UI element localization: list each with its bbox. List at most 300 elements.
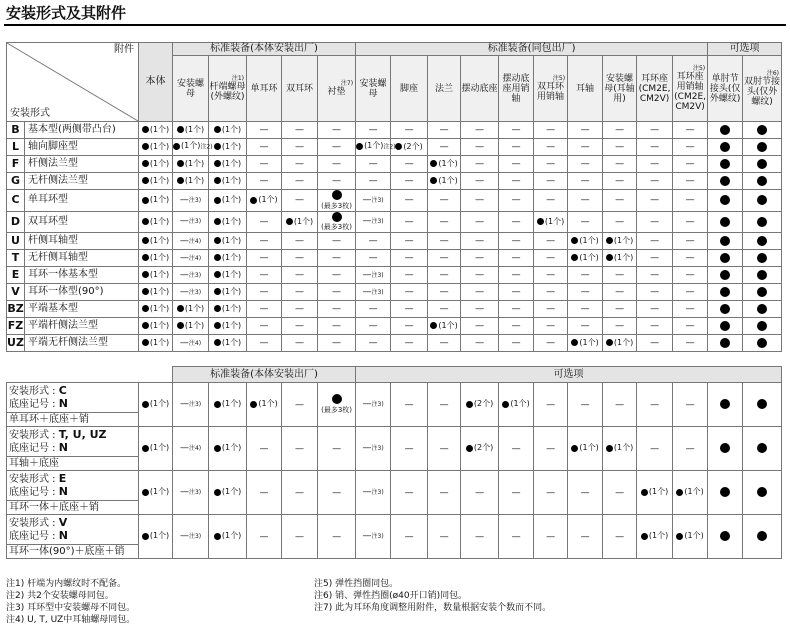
table-cell (428, 318, 461, 335)
dash: — (650, 253, 660, 263)
dash: — (332, 159, 342, 169)
dash: — (511, 321, 521, 331)
quantity: (1个) (181, 141, 201, 151)
table-cell (428, 427, 461, 471)
table-cell (318, 190, 356, 212)
filled-dot-icon (214, 218, 221, 225)
quantity: (1个) (149, 141, 170, 151)
mount-label (7, 471, 139, 501)
dash: — (650, 195, 660, 206)
filled-dot-icon (356, 143, 363, 150)
dash: — (580, 195, 590, 206)
column-header (356, 56, 391, 122)
dash: — (295, 253, 304, 263)
table-cell (603, 190, 637, 212)
table-cell (743, 233, 782, 250)
filled-dot-icon (214, 126, 221, 133)
filled-dot-icon (214, 288, 221, 295)
table-cell (173, 139, 213, 156)
table-cell (282, 383, 318, 427)
table-cell (173, 190, 209, 212)
table-cell (534, 427, 568, 471)
dash: — (685, 399, 695, 410)
table-cell (391, 427, 428, 471)
quantity: (1个) (258, 195, 278, 204)
table-cell (673, 318, 708, 335)
mount-code: BZ (7, 301, 25, 318)
table-cell (173, 250, 209, 267)
dash: — (475, 176, 485, 186)
dash: — (475, 338, 485, 348)
filled-dot-icon (142, 305, 149, 312)
base-label-text: 底座记号 : (9, 486, 59, 498)
mount-code: C (58, 383, 67, 397)
table-cell (139, 427, 173, 471)
table-cell (534, 383, 568, 427)
corner-header (7, 43, 139, 122)
dash: — (295, 142, 304, 152)
table-cell (356, 471, 391, 515)
column-label: 杆端螺母(外螺纹) (209, 82, 246, 102)
quantity: (1个) (149, 531, 170, 541)
quantity: (1个) (221, 175, 242, 185)
filled-dot-icon (720, 236, 730, 246)
table-cell (356, 383, 391, 427)
table-cell (603, 318, 637, 335)
dash: — (404, 176, 414, 186)
dash: — (368, 321, 378, 331)
table-cell (568, 156, 603, 173)
table-cell (173, 267, 209, 284)
dash: — (332, 270, 342, 280)
table-row (7, 335, 782, 352)
dash: — (685, 176, 695, 186)
table-cell (568, 250, 603, 267)
dash: — (615, 176, 625, 186)
dash: — (546, 443, 556, 454)
filled-dot-icon (142, 197, 149, 204)
note-ref: 注3) (188, 288, 202, 296)
dash: — (546, 236, 556, 246)
table-cell (637, 383, 673, 427)
dash: — (362, 194, 372, 205)
base-code: N (58, 440, 68, 454)
dash: — (685, 125, 695, 135)
table-cell (568, 122, 603, 139)
table-cell (356, 318, 391, 335)
table-cell (247, 515, 282, 559)
column-header (673, 56, 708, 122)
dash: — (685, 287, 695, 297)
table-cell (391, 318, 428, 335)
dash: — (368, 236, 378, 246)
dash: — (259, 531, 269, 542)
mount-name: 单耳环型 (25, 190, 139, 212)
quantity: (1个) (149, 487, 170, 497)
dash: — (475, 270, 485, 280)
dash: — (259, 176, 269, 186)
dash: — (475, 253, 485, 263)
dash: — (295, 125, 304, 135)
table-cell (673, 190, 708, 212)
dash: — (685, 443, 695, 454)
quantity: (1个) (221, 235, 242, 245)
table-cell (708, 335, 743, 352)
column-label: 双肘节接头(仅外螺纹) (744, 77, 781, 107)
filled-dot-icon (214, 254, 221, 261)
mount-name: 基本型(两侧带凸台) (25, 122, 139, 139)
filled-dot-icon (720, 287, 730, 297)
table-cell (282, 233, 318, 250)
table-cell (391, 515, 428, 559)
dash: — (650, 321, 660, 331)
table-cell (708, 383, 743, 427)
dash: — (404, 125, 414, 135)
table-cell (247, 427, 282, 471)
quantity: (1个) (613, 337, 634, 347)
table-cell (318, 427, 356, 471)
table-cell (743, 267, 782, 284)
dash: — (295, 338, 304, 348)
dash: — (259, 125, 269, 135)
table-cell (247, 122, 282, 139)
quantity: (1个) (184, 320, 205, 330)
dash: — (362, 399, 372, 409)
mount-code: V (58, 515, 68, 529)
dash: — (332, 338, 342, 348)
table-cell (673, 335, 708, 352)
table-cell (139, 335, 173, 352)
table-cell (708, 284, 743, 301)
column-label: 脚座 (400, 83, 419, 94)
filled-dot-icon (177, 160, 184, 167)
dash: — (404, 487, 414, 498)
dash: — (580, 125, 590, 135)
note-ref: 注3) (371, 401, 384, 408)
table-cell (673, 139, 708, 156)
quantity: (2个) (403, 141, 423, 151)
table-cell (173, 335, 209, 352)
filled-dot-icon (466, 445, 473, 452)
table-cell (318, 250, 356, 267)
quantity: (1个) (221, 320, 242, 330)
column-header (637, 56, 673, 122)
table-cell (318, 383, 356, 427)
combination-desc: 耳环一体(90°)＋底座＋销 (7, 545, 139, 559)
table-cell (139, 284, 173, 301)
dash: — (511, 487, 521, 498)
filled-dot-icon (606, 339, 613, 346)
quantity: (1个) (149, 303, 170, 313)
dash: — (650, 304, 660, 314)
quantity: (1个) (510, 399, 530, 409)
table-row (7, 233, 782, 250)
table-cell (673, 515, 708, 559)
table-cell (428, 190, 461, 212)
table-cell (603, 233, 637, 250)
table-cell (743, 122, 782, 139)
mount-label (7, 515, 139, 545)
table-cell (637, 471, 673, 515)
quantity: (1个) (438, 175, 458, 185)
table-cell (603, 301, 637, 318)
note-ref: 注3) (188, 271, 202, 279)
mount-code: F (7, 156, 25, 173)
filled-dot-icon (720, 443, 730, 453)
dash: — (404, 443, 414, 454)
dash: — (511, 531, 521, 542)
table-cell (318, 515, 356, 559)
mount-name: 杆侧法兰型 (25, 156, 139, 173)
table-cell (499, 173, 534, 190)
table-cell (173, 301, 209, 318)
filled-dot-icon (720, 217, 730, 227)
filled-dot-icon (757, 321, 767, 331)
table-cell (637, 211, 673, 233)
dash: — (439, 195, 449, 206)
dash: — (404, 531, 414, 542)
dash: — (404, 338, 414, 348)
quantity: (1个) (221, 399, 242, 409)
quantity: (1个) (184, 124, 205, 134)
table-cell (356, 427, 391, 471)
table-cell (318, 156, 356, 173)
table-cell (499, 301, 534, 318)
note-ref: 注3) (188, 218, 202, 226)
table-cell (673, 284, 708, 301)
dash: — (511, 253, 521, 263)
dash: — (404, 159, 414, 169)
dash: — (615, 125, 625, 135)
table-cell (708, 318, 743, 335)
table-cell (708, 267, 743, 284)
dash: — (511, 270, 521, 280)
column-header (708, 56, 743, 122)
table-cell (534, 267, 568, 284)
dash: — (685, 216, 695, 227)
table-cell (708, 250, 743, 267)
filled-dot-icon (142, 339, 149, 346)
filled-dot-icon (757, 195, 767, 205)
table-cell (356, 515, 391, 559)
filled-dot-icon (142, 322, 149, 329)
dash: — (295, 287, 304, 297)
dash: — (439, 270, 449, 280)
filled-dot-icon (720, 125, 730, 135)
dash: — (259, 321, 269, 331)
note-ref: 注3) (188, 533, 202, 540)
dash: — (362, 216, 372, 227)
filled-dot-icon (214, 445, 221, 452)
note-ref: 注2) (383, 143, 396, 151)
dash: — (580, 321, 590, 331)
table-cell (743, 211, 782, 233)
base-label-text: 底座记号 : (9, 398, 59, 410)
t2-std-header: 标准装备(本体安装出厂) (173, 367, 356, 383)
dash: — (332, 487, 342, 498)
filled-dot-icon (286, 218, 293, 225)
filled-dot-icon (757, 399, 767, 409)
table-cell (461, 427, 499, 471)
dash: — (295, 304, 304, 314)
dash: — (546, 125, 556, 135)
quantity: (最多3枚) (321, 405, 353, 414)
filled-dot-icon (757, 270, 767, 280)
filled-dot-icon (173, 143, 180, 150)
note-ref: 注2) (200, 143, 213, 151)
note-ref: 注5) (552, 75, 566, 82)
filled-dot-icon (502, 401, 509, 408)
table-cell (282, 122, 318, 139)
table-cell (173, 427, 209, 471)
dash: — (259, 159, 269, 169)
table-cell (139, 301, 173, 318)
table-cell (499, 233, 534, 250)
filled-dot-icon (177, 177, 184, 184)
table-cell (139, 250, 173, 267)
quantity: (1个) (613, 235, 634, 245)
table-cell (673, 173, 708, 190)
filled-dot-icon (177, 322, 184, 329)
quantity: (1个) (438, 320, 458, 330)
mount-code: G (7, 173, 25, 190)
quantity: (2个) (473, 443, 494, 453)
note-ref: 注1) (231, 75, 244, 82)
dash: — (615, 287, 625, 297)
quantity: (1个) (221, 269, 242, 279)
dash: — (615, 304, 625, 314)
table-row (7, 156, 782, 173)
table-cell (499, 211, 534, 233)
mount-name: 轴向脚座型 (25, 139, 139, 156)
body-header: 本体 (139, 43, 173, 122)
table-cell (534, 250, 568, 267)
table-cell (391, 383, 428, 427)
dash: — (580, 159, 590, 169)
dash: — (439, 142, 449, 152)
table-cell (534, 301, 568, 318)
quantity: (1个) (149, 158, 170, 168)
note-ref: 注3) (371, 489, 384, 496)
filled-dot-icon (757, 253, 767, 263)
mount-code: E (7, 267, 25, 284)
column-header (247, 56, 282, 122)
dash: — (259, 487, 269, 498)
table-cell (209, 301, 247, 318)
table-cell (673, 156, 708, 173)
note-ref: 注6) (766, 70, 779, 77)
filled-dot-icon (757, 338, 767, 348)
table-cell (428, 233, 461, 250)
table-cell (499, 139, 534, 156)
table-cell (247, 156, 282, 173)
filled-dot-icon (757, 159, 767, 169)
dash: — (259, 443, 269, 454)
table-cell (603, 427, 637, 471)
table-cell (428, 335, 461, 352)
quantity: (1个) (438, 158, 458, 168)
dash: — (650, 287, 660, 297)
filled-dot-icon (757, 236, 767, 246)
mount-code: B (7, 122, 25, 139)
table-cell (673, 383, 708, 427)
table-cell (603, 383, 637, 427)
table-cell (282, 267, 318, 284)
corner-top-label: 附件 (114, 44, 134, 55)
filled-dot-icon (142, 177, 149, 184)
mount-name: 平端无杆侧法兰型 (25, 335, 139, 352)
table-cell (209, 190, 247, 212)
quantity: (1个) (613, 443, 634, 453)
footnote: 注1) 杆端为内螺纹时不配备。 (6, 579, 127, 589)
dash: — (475, 304, 485, 314)
table-cell (461, 318, 499, 335)
table-cell (534, 139, 568, 156)
dash: — (295, 270, 304, 280)
table-cell (499, 156, 534, 173)
dash: — (511, 159, 521, 169)
filled-dot-icon (142, 533, 149, 540)
table-cell (708, 139, 743, 156)
dash: — (615, 159, 625, 169)
quantity: (1个) (149, 269, 170, 279)
filled-dot-icon (332, 190, 342, 200)
table-cell (356, 267, 391, 284)
dash: — (179, 269, 189, 280)
dash: — (332, 443, 342, 454)
note-ref: 注3) (371, 288, 384, 296)
dash: — (475, 142, 485, 152)
dash: — (259, 253, 269, 263)
note-ref: 注3) (371, 196, 384, 204)
column-header (318, 56, 356, 122)
mount-name: 平端杆侧法兰型 (25, 318, 139, 335)
filled-dot-icon (142, 288, 149, 295)
table-cell (247, 190, 282, 212)
column-label: 耳环座用销轴(CM2E, CM2V) (674, 72, 707, 112)
dash: — (179, 487, 189, 497)
table-row (7, 318, 782, 335)
table-cell (499, 383, 534, 427)
page-title: 安装形式及其附件 (6, 4, 127, 22)
quantity: (1个) (221, 443, 242, 453)
table-cell (603, 250, 637, 267)
dash: — (546, 487, 556, 498)
table-cell (673, 471, 708, 515)
table-cell (603, 211, 637, 233)
table-cell (637, 284, 673, 301)
filled-dot-icon (142, 401, 149, 408)
table-cell (673, 267, 708, 284)
table-cell (461, 301, 499, 318)
table-cell (318, 471, 356, 515)
filled-dot-icon (641, 489, 648, 496)
dash: — (179, 235, 189, 246)
dash: — (546, 399, 556, 410)
table-cell (461, 156, 499, 173)
dash: — (295, 195, 304, 206)
table-cell (139, 383, 173, 427)
table-cell (282, 301, 318, 318)
dash: — (615, 399, 625, 410)
base-code: N (58, 484, 68, 498)
filled-dot-icon (142, 126, 149, 133)
table-cell (247, 383, 282, 427)
table-cell (461, 211, 499, 233)
footnote: 注2) 共2个安装螺母同包。 (6, 591, 114, 601)
dash: — (179, 337, 189, 348)
filled-dot-icon (214, 533, 221, 540)
